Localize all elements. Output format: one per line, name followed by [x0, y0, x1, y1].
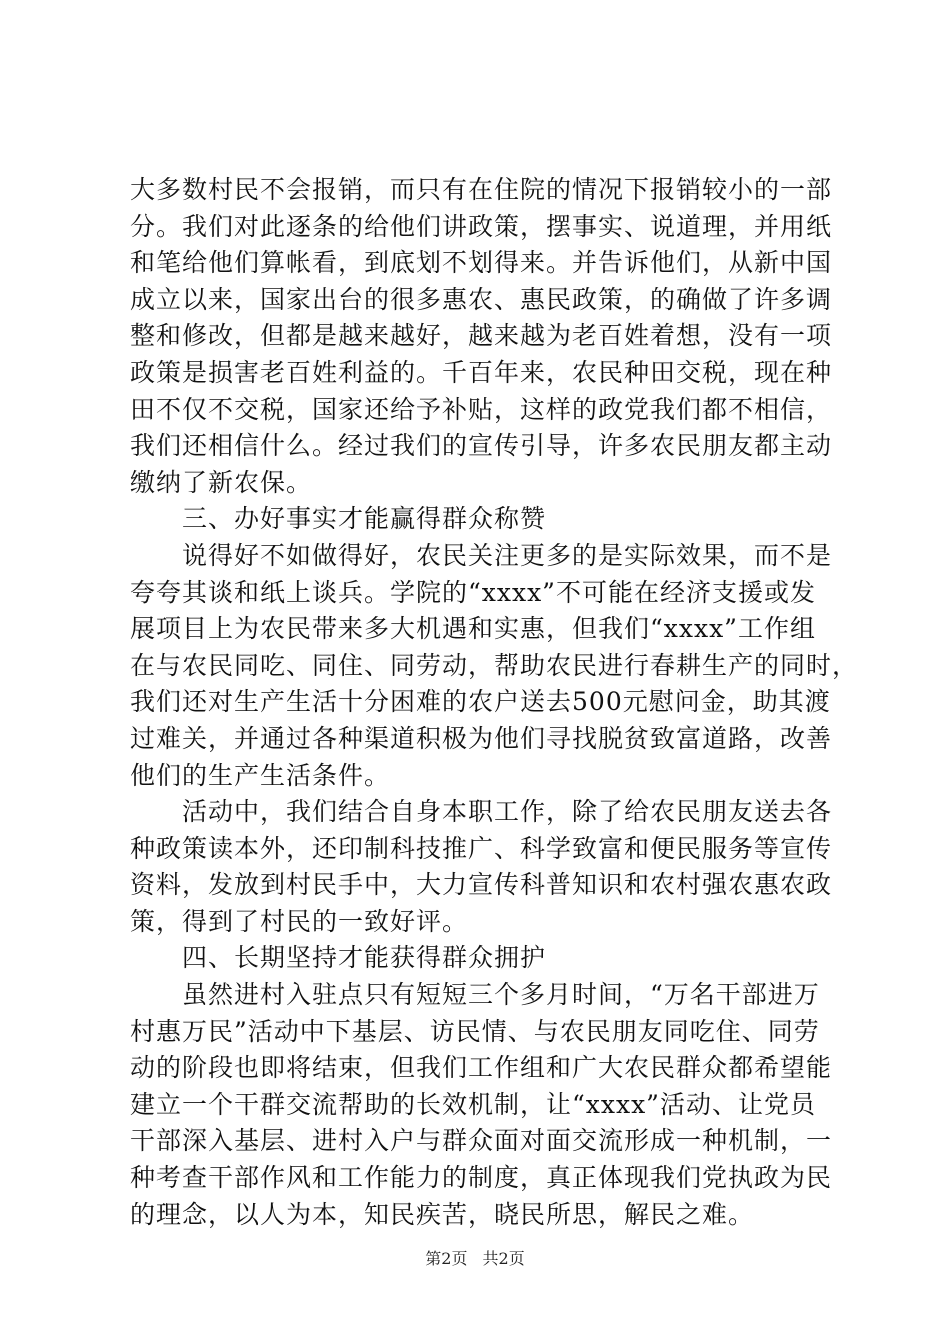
text-line: 和笔给他们算帐看，到底划不划得来。并告诉他们，从新中国 — [130, 248, 833, 278]
text-line: 说得好不如做得好，农民关注更多的是实际效果，而不是 — [182, 540, 833, 570]
text-line: 政策是损害老百姓利益的。千百年来，农民种田交税，现在种 — [130, 357, 833, 387]
text-line: 我们还对生产生活十分困难的农户送去500元慰问金，助其渡 — [130, 687, 831, 717]
text-line: 我们还相信什么。经过我们的宣传引导，许多农民朋友都主动 — [130, 431, 833, 461]
text-line: 他们的生产生活条件。 — [130, 760, 391, 790]
text-line: 干部深入基层、进村入户与群众面对面交流形成一种机制，一 — [130, 1126, 833, 1156]
text-line: 村惠万民”活动中下基层、访民情、与农民朋友同吃住、同劳 — [130, 1016, 820, 1046]
text-line: 活动中，我们结合自身本职工作，除了给农民朋友送去各 — [182, 797, 833, 827]
text-line: 分。我们对此逐条的给他们讲政策，摆事实、说道理，并用纸 — [130, 211, 833, 241]
text-line: 三、办好事实才能赢得群众称赞 — [182, 504, 547, 534]
text-line: 田不仅不交税，国家还给予补贴，这样的政党我们都不相信， — [130, 394, 833, 424]
text-line: 的理念，以人为本，知民疾苦，晓民所思，解民之难。 — [130, 1199, 755, 1229]
document-body — [130, 172, 859, 1233]
text-line: 在与农民同吃、同住、同劳动，帮助农民进行春耕生产的同时， — [130, 650, 859, 680]
text-line: 种考查干部作风和工作能力的制度，真正体现我们党执政为民 — [130, 1163, 833, 1193]
text-line: 大多数村民不会报销，而只有在住院的情况下报销较小的一部 — [130, 175, 833, 204]
text-line: 动的阶段也即将结束，但我们工作组和广大农民群众都希望能 — [130, 1053, 833, 1083]
page-number: 第2页 — [425, 1249, 468, 1268]
text-line: 缴纳了新农保。 — [130, 467, 313, 497]
text-line: 策，得到了村民的一致好评。 — [130, 906, 469, 936]
page-footer — [0, 1246, 950, 1269]
text-line: 建立一个干群交流帮助的长效机制，让“xxxx”活动、让党员 — [130, 1089, 816, 1119]
text-line: 整和修改，但都是越来越好，越来越为老百姓着想，没有一项 — [130, 321, 833, 351]
text-line: 夸夸其谈和纸上谈兵。学院的“xxxx”不可能在经济支援或发 — [130, 577, 816, 607]
text-line: 展项目上为农民带来多大机遇和实惠，但我们“xxxx”工作组 — [130, 614, 816, 644]
text-line: 四、长期坚持才能获得群众拥护 — [182, 943, 547, 973]
text-line: 过难关，并通过各种渠道积极为他们寻找脱贫致富道路，改善 — [130, 723, 833, 753]
text-line: 种政策读本外，还印制科技推广、科学致富和便民服务等宣传 — [130, 833, 833, 863]
text-line: 资料，发放到村民手中，大力宣传科普知识和农村强农惠农政 — [130, 870, 833, 900]
text-line: 成立以来，国家出台的很多惠农、惠民政策，的确做了许多调 — [130, 284, 833, 314]
page-total: 共2页 — [482, 1249, 525, 1268]
text-line: 虽然进村入驻点只有短短三个多月时间，“万名干部进万 — [182, 980, 820, 1010]
